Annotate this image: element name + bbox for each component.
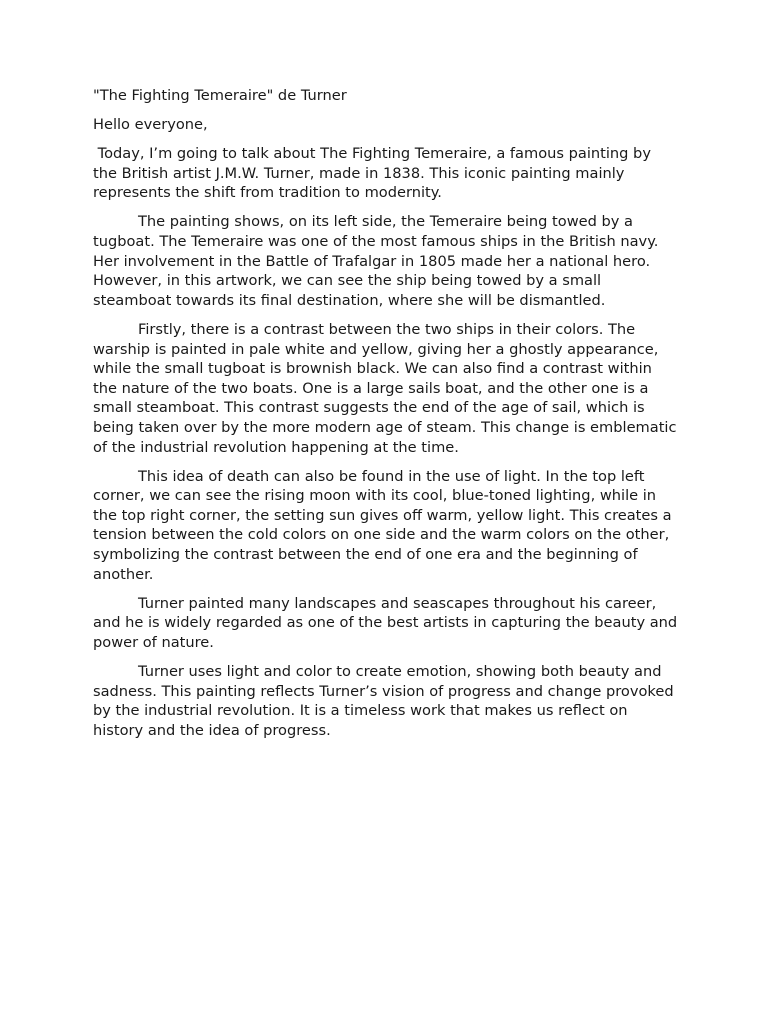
paragraph-color-contrast: Firstly, there is a contrast between the two ships in their colors. The warship is painted in pale white and yellow, giving her a ghostly appearance, while the small tugboat is brownish black. We can also find a contrast within the nature of the two boats. One is a large sails boat, and the other one is a small steamboat. This contrast suggests the end of the age of sail, which is being taken over by the more modern age of steam. This change is emblematic of the industrial revolution happening at the time. [93, 320, 677, 456]
paragraph-light: This idea of death can also be found in the use of light. In the top left corner, we can see the rising moon with its cool, blue-toned lighting, while in the top right corner, the setting sun gives off warm, yellow light. This creates a tension between the cold colors on one side and the warm colors on the other, symbolizing the contrast between the end of one era and the beginning of another. [93, 467, 672, 583]
document-body [93, 86, 678, 750]
paragraph-conclusion: Turner uses light and color to create emotion, showing both beauty and sadness. This painting reflects Turner’s vision of progress and change provoked by the industrial revolution. It is a timeless work that makes us reflect on history and the idea of progress. [93, 662, 674, 739]
greeting: Hello everyone, [93, 116, 208, 134]
paragraph-career: Turner painted many landscapes and seascapes throughout his career, and he is widely regarded as one of the best artists in capturing the beauty and power of nature. [93, 594, 678, 651]
paragraph-painting-description: The painting shows, on its left side, the Temeraire being towed by a tugboat. The Temeraire was one of the most famous ships in the British navy. Her involvement in the Battle of Trafalgar in 1805 made her a national hero. However, in this artwork, we can see the ship being towed by a small steamboat towards its final destination, where she will be dismantled. [93, 213, 659, 309]
document-title: "The Fighting Temeraire" de Turner [93, 87, 347, 104]
paragraph-intro: Today, I’m going to talk about The Fighting Temeraire, a famous painting by the British artist J.M.W. Turner, made in 1838. This iconic painting mainly represents the shift from tradition to modernity. [93, 145, 656, 202]
